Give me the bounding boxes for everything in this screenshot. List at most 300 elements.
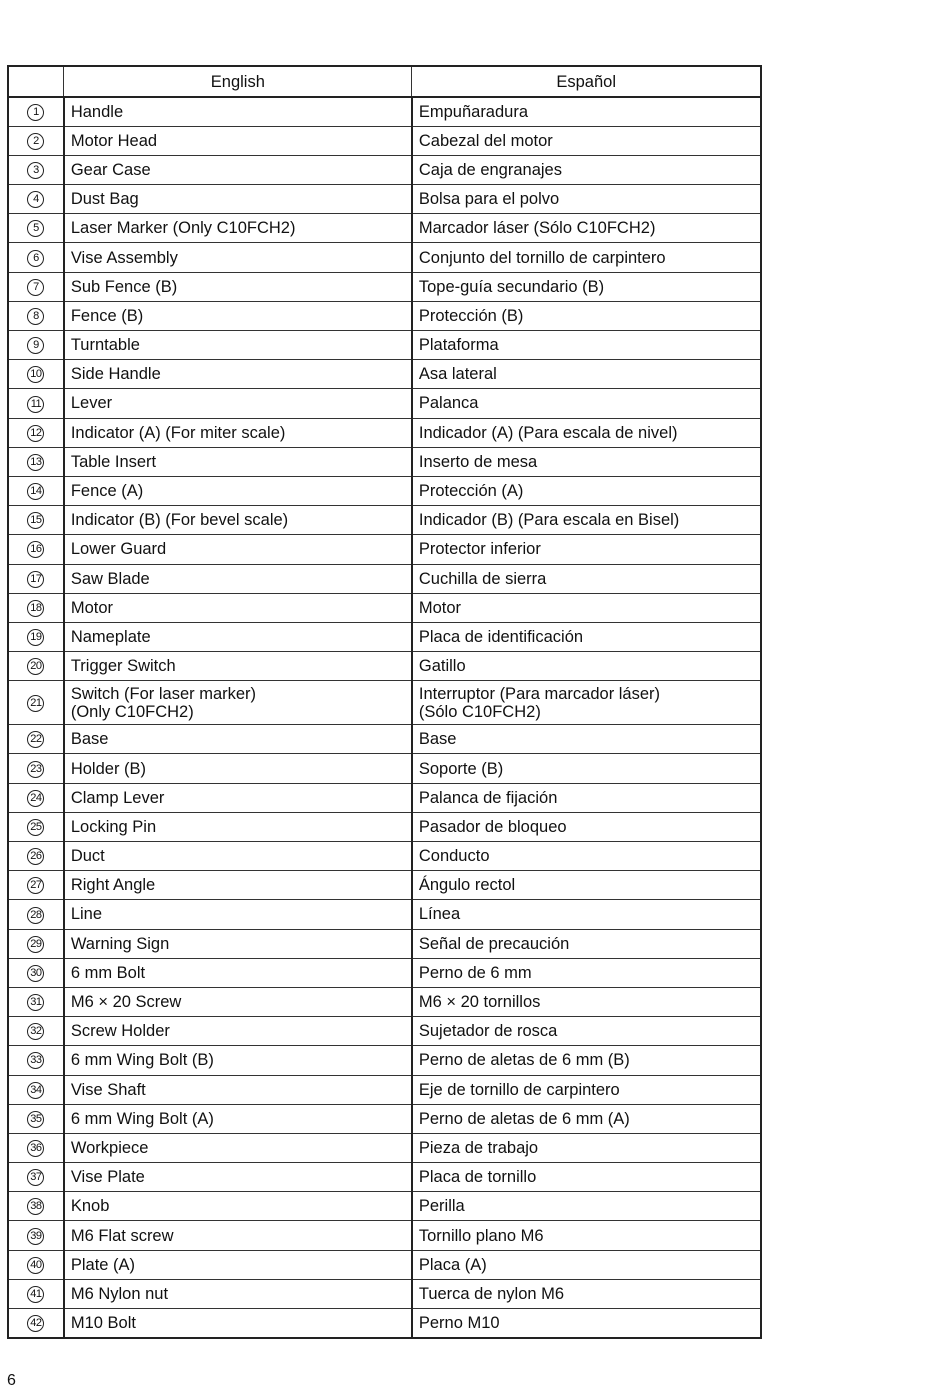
english-cell <box>64 506 412 535</box>
item-number-cell <box>8 476 64 505</box>
circled-number: 42 <box>27 1315 44 1332</box>
spanish-cell <box>412 958 761 987</box>
spanish-label: Sujetador de rosca <box>418 1022 558 1041</box>
table-row <box>8 842 761 871</box>
item-number-cell <box>8 958 64 987</box>
english-label: Indicator (B) (For bevel scale) <box>70 511 289 530</box>
table-row <box>8 272 761 301</box>
item-number-cell <box>8 681 64 725</box>
circled-number: 23 <box>27 761 44 778</box>
item-number-cell <box>8 1250 64 1279</box>
item-number-cell <box>8 535 64 564</box>
circled-number: 14 <box>27 483 44 500</box>
english-label: Vise Assembly <box>70 248 178 267</box>
english-cell <box>64 652 412 681</box>
spanish-cell <box>412 900 761 929</box>
spanish-cell <box>412 754 761 783</box>
item-number-cell <box>8 1221 64 1250</box>
table-row <box>8 593 761 622</box>
item-number-cell <box>8 1017 64 1046</box>
spanish-cell <box>412 126 761 155</box>
table-row <box>8 652 761 681</box>
spanish-label: Plataforma <box>418 336 499 355</box>
english-label: 6 mm Wing Bolt (A) <box>70 1109 214 1128</box>
english-label: Warning Sign <box>70 934 170 953</box>
english-label: Gear Case <box>70 160 151 179</box>
english-cell <box>64 1133 412 1162</box>
english-cell <box>64 783 412 812</box>
spanish-label: Motor <box>418 598 462 617</box>
english-label: Duct <box>70 847 105 866</box>
spanish-cell <box>412 97 761 126</box>
item-number-cell <box>8 447 64 476</box>
circled-number: 4 <box>27 191 44 208</box>
spanish-label: Perno de 6 mm <box>418 963 532 982</box>
spanish-label: Tornillo plano M6 <box>418 1226 544 1245</box>
item-number-cell <box>8 1279 64 1308</box>
spanish-label: Gatillo <box>418 657 466 676</box>
circled-number: 10 <box>27 366 44 383</box>
english-label: Screw Holder <box>70 1022 170 1041</box>
circled-number: 27 <box>27 877 44 894</box>
english-label: Nameplate <box>70 627 151 646</box>
english-label: 6 mm Bolt <box>70 963 146 982</box>
parts-table-body <box>8 97 761 1338</box>
circled-number: 34 <box>27 1082 44 1099</box>
item-number-cell <box>8 1309 64 1338</box>
english-label: Knob <box>70 1197 110 1216</box>
table-row <box>8 301 761 330</box>
english-label: Locking Pin <box>70 817 157 836</box>
spanish-cell <box>412 1221 761 1250</box>
parts-table <box>7 65 762 1339</box>
item-number-cell <box>8 360 64 389</box>
spanish-label: Bolsa para el polvo <box>418 190 560 209</box>
spanish-cell <box>412 929 761 958</box>
item-number-cell <box>8 622 64 651</box>
circled-number: 20 <box>27 658 44 675</box>
spanish-label: Conjunto del tornillo de carpintero <box>418 248 666 267</box>
spanish-cell <box>412 1046 761 1075</box>
table-row <box>8 1075 761 1104</box>
spanish-cell <box>412 593 761 622</box>
item-number-cell <box>8 1046 64 1075</box>
table-row <box>8 360 761 389</box>
table-row <box>8 754 761 783</box>
spanish-label: Empuñaradura <box>418 102 529 121</box>
english-cell <box>64 126 412 155</box>
table-row <box>8 1017 761 1046</box>
item-number-cell <box>8 871 64 900</box>
spanish-label: Placa (A) <box>418 1255 487 1274</box>
english-cell <box>64 725 412 754</box>
item-number-cell <box>8 301 64 330</box>
spanish-label: Indicador (B) (Para escala en Bisel) <box>418 511 680 530</box>
english-label: Trigger Switch <box>70 657 176 676</box>
spanish-cell <box>412 1279 761 1308</box>
circled-number: 12 <box>27 425 44 442</box>
english-label: Fence (A) <box>70 482 144 501</box>
english-label: Base <box>70 730 109 749</box>
spanish-label: M6 × 20 tornillos <box>418 993 541 1012</box>
circled-number: 6 <box>27 250 44 267</box>
circled-number: 22 <box>27 731 44 748</box>
english-cell <box>64 1046 412 1075</box>
spanish-label: Perilla <box>418 1197 465 1216</box>
table-row <box>8 1046 761 1075</box>
spanish-label-line2: (Sólo C10FCH2) <box>418 702 541 721</box>
spanish-cell <box>412 987 761 1016</box>
english-cell <box>64 987 412 1016</box>
spanish-cell <box>412 564 761 593</box>
spanish-label: Protector inferior <box>418 540 541 559</box>
spanish-label: Palanca <box>418 394 479 413</box>
table-row <box>8 1163 761 1192</box>
table-row <box>8 126 761 155</box>
spanish-cell <box>412 272 761 301</box>
english-cell <box>64 1017 412 1046</box>
circled-number: 15 <box>27 512 44 529</box>
spanish-cell <box>412 301 761 330</box>
item-number-cell <box>8 243 64 272</box>
table-row <box>8 214 761 243</box>
table-row <box>8 506 761 535</box>
item-number-cell <box>8 214 64 243</box>
english-cell <box>64 214 412 243</box>
item-number-cell <box>8 812 64 841</box>
spanish-label: Placa de tornillo <box>418 1168 537 1187</box>
table-row <box>8 1192 761 1221</box>
circled-number: 11 <box>27 396 44 413</box>
spanish-label: Eje de tornillo de carpintero <box>418 1080 620 1099</box>
item-number-cell <box>8 1133 64 1162</box>
table-row <box>8 447 761 476</box>
circled-number: 16 <box>27 541 44 558</box>
spanish-cell <box>412 243 761 272</box>
circled-number: 30 <box>27 965 44 982</box>
english-label: Laser Marker (Only C10FCH2) <box>70 219 296 238</box>
english-label: Indicator (A) (For miter scale) <box>70 423 286 442</box>
spanish-label: Protección (A) <box>418 482 524 501</box>
english-label: M6 × 20 Screw <box>70 993 182 1012</box>
table-row <box>8 958 761 987</box>
english-label: Motor <box>70 598 114 617</box>
spanish-cell <box>412 1075 761 1104</box>
english-cell <box>64 1309 412 1338</box>
spanish-cell <box>412 622 761 651</box>
english-label: Saw Blade <box>70 569 150 588</box>
spanish-cell <box>412 1163 761 1192</box>
spanish-label: Protección (B) <box>418 306 524 325</box>
table-row <box>8 871 761 900</box>
english-label: Turntable <box>70 336 140 355</box>
english-cell <box>64 389 412 418</box>
english-label: M10 Bolt <box>70 1313 136 1332</box>
circled-number: 13 <box>27 454 44 471</box>
circled-number: 31 <box>27 994 44 1011</box>
circled-number: 1 <box>27 104 44 121</box>
table-row <box>8 389 761 418</box>
spanish-label: Interruptor (Para marcador láser) <box>418 684 661 703</box>
spanish-label: Placa de identificación <box>418 627 584 646</box>
item-number-cell <box>8 1163 64 1192</box>
spanish-label: Perno M10 <box>418 1313 500 1332</box>
table-row <box>8 564 761 593</box>
header-number <box>8 66 64 97</box>
spanish-cell <box>412 185 761 214</box>
table-row <box>8 331 761 360</box>
english-cell <box>64 1104 412 1133</box>
circled-number: 29 <box>27 936 44 953</box>
circled-number: 19 <box>27 629 44 646</box>
table-row <box>8 812 761 841</box>
spanish-label: Perno de aletas de 6 mm (A) <box>418 1109 630 1128</box>
english-label: Sub Fence (B) <box>70 277 178 296</box>
english-label: M6 Flat screw <box>70 1226 174 1245</box>
spanish-cell <box>412 214 761 243</box>
english-cell <box>64 564 412 593</box>
english-label: Clamp Lever <box>70 788 165 807</box>
english-label: Vise Shaft <box>70 1080 146 1099</box>
item-number-cell <box>8 900 64 929</box>
item-number-cell <box>8 1075 64 1104</box>
english-label: Side Handle <box>70 365 161 384</box>
table-row <box>8 185 761 214</box>
english-label: Switch (For laser marker) <box>70 684 257 703</box>
table-row <box>8 1221 761 1250</box>
english-label: Right Angle <box>70 876 156 895</box>
spanish-label: Inserto de mesa <box>418 452 538 471</box>
english-cell <box>64 842 412 871</box>
circled-number: 33 <box>27 1052 44 1069</box>
spanish-label: Caja de engranajes <box>418 160 562 179</box>
spanish-cell <box>412 871 761 900</box>
table-row <box>8 681 761 725</box>
spanish-label: Tope-guía secundario (B) <box>418 277 605 296</box>
spanish-cell <box>412 1192 761 1221</box>
table-row <box>8 725 761 754</box>
header-english: English <box>64 66 412 97</box>
english-cell <box>64 622 412 651</box>
circled-number: 21 <box>27 695 44 712</box>
english-cell <box>64 185 412 214</box>
english-label: Workpiece <box>70 1138 149 1157</box>
table-row <box>8 97 761 126</box>
spanish-cell <box>412 812 761 841</box>
item-number-cell <box>8 593 64 622</box>
spanish-label: Cuchilla de sierra <box>418 569 547 588</box>
circled-number: 2 <box>27 133 44 150</box>
spanish-label: Tuerca de nylon M6 <box>418 1284 565 1303</box>
spanish-label: Señal de precaución <box>418 934 570 953</box>
spanish-cell <box>412 447 761 476</box>
item-number-cell <box>8 754 64 783</box>
circled-number: 5 <box>27 220 44 237</box>
english-label: Fence (B) <box>70 306 144 325</box>
spanish-cell <box>412 155 761 184</box>
english-cell <box>64 900 412 929</box>
spanish-label: Palanca de fijación <box>418 788 558 807</box>
english-label: Handle <box>70 102 124 121</box>
spanish-cell <box>412 476 761 505</box>
spanish-label: Asa lateral <box>418 365 497 384</box>
table-row <box>8 783 761 812</box>
circled-number: 41 <box>27 1286 44 1303</box>
spanish-label: Línea <box>418 905 461 924</box>
circled-number: 32 <box>27 1023 44 1040</box>
header-row <box>8 66 761 97</box>
item-number-cell <box>8 652 64 681</box>
circled-number: 37 <box>27 1169 44 1186</box>
table-row <box>8 987 761 1016</box>
english-cell <box>64 1250 412 1279</box>
english-label: Lever <box>70 394 113 413</box>
circled-number: 38 <box>27 1198 44 1215</box>
spanish-cell <box>412 1017 761 1046</box>
table-row <box>8 1279 761 1308</box>
english-label: Line <box>70 905 103 924</box>
table-row <box>8 1133 761 1162</box>
spanish-label: Soporte (B) <box>418 759 504 778</box>
english-cell <box>64 155 412 184</box>
item-number-cell <box>8 564 64 593</box>
item-number-cell <box>8 725 64 754</box>
spanish-label: Cabezal del motor <box>418 131 553 150</box>
english-cell <box>64 812 412 841</box>
spanish-cell <box>412 783 761 812</box>
table-row <box>8 1104 761 1133</box>
english-cell <box>64 958 412 987</box>
english-cell <box>64 754 412 783</box>
spanish-cell <box>412 1250 761 1279</box>
table-row <box>8 622 761 651</box>
item-number-cell <box>8 155 64 184</box>
english-cell <box>64 681 412 725</box>
item-number-cell <box>8 389 64 418</box>
english-cell <box>64 331 412 360</box>
english-cell <box>64 243 412 272</box>
table-row <box>8 243 761 272</box>
english-label: Dust Bag <box>70 190 139 209</box>
circled-number: 8 <box>27 308 44 325</box>
spanish-cell <box>412 389 761 418</box>
table-row <box>8 1250 761 1279</box>
circled-number: 24 <box>27 790 44 807</box>
header-espanol: Español <box>412 66 761 97</box>
english-cell <box>64 476 412 505</box>
spanish-cell <box>412 506 761 535</box>
item-number-cell <box>8 272 64 301</box>
english-label-line2: (Only C10FCH2) <box>70 702 194 721</box>
english-cell <box>64 1279 412 1308</box>
english-cell <box>64 1075 412 1104</box>
table-row <box>8 900 761 929</box>
english-cell <box>64 929 412 958</box>
spanish-cell <box>412 360 761 389</box>
circled-number: 35 <box>27 1111 44 1128</box>
english-cell <box>64 418 412 447</box>
spanish-label: Pasador de bloqueo <box>418 817 567 836</box>
spanish-cell <box>412 725 761 754</box>
english-label: Vise Plate <box>70 1168 145 1187</box>
page-number: 6 <box>7 1372 16 1389</box>
english-cell <box>64 871 412 900</box>
english-cell <box>64 97 412 126</box>
english-label: Motor Head <box>70 131 158 150</box>
table-row <box>8 418 761 447</box>
spanish-cell <box>412 842 761 871</box>
circled-number: 36 <box>27 1140 44 1157</box>
item-number-cell <box>8 97 64 126</box>
english-cell <box>64 535 412 564</box>
spanish-cell <box>412 1133 761 1162</box>
english-cell <box>64 1192 412 1221</box>
table-row <box>8 476 761 505</box>
spanish-label: Indicador (A) (Para escala de nivel) <box>418 423 678 442</box>
circled-number: 39 <box>27 1228 44 1245</box>
circled-number: 18 <box>27 600 44 617</box>
english-cell <box>64 1221 412 1250</box>
spanish-label: Ángulo rectol <box>418 876 516 895</box>
item-number-cell <box>8 1192 64 1221</box>
item-number-cell <box>8 331 64 360</box>
table-row <box>8 535 761 564</box>
item-number-cell <box>8 185 64 214</box>
circled-number: 25 <box>27 819 44 836</box>
item-number-cell <box>8 126 64 155</box>
english-cell <box>64 593 412 622</box>
english-label: Holder (B) <box>70 759 147 778</box>
item-number-cell <box>8 842 64 871</box>
table-row <box>8 1309 761 1338</box>
item-number-cell <box>8 1104 64 1133</box>
spanish-cell <box>412 681 761 725</box>
circled-number: 7 <box>27 279 44 296</box>
spanish-cell <box>412 1104 761 1133</box>
spanish-label: Base <box>418 730 457 749</box>
spanish-cell <box>412 331 761 360</box>
circled-number: 26 <box>27 848 44 865</box>
english-label: Lower Guard <box>70 540 167 559</box>
circled-number: 40 <box>27 1257 44 1274</box>
circled-number: 9 <box>27 337 44 354</box>
item-number-cell <box>8 929 64 958</box>
english-label: 6 mm Wing Bolt (B) <box>70 1051 214 1070</box>
spanish-cell <box>412 652 761 681</box>
english-cell <box>64 447 412 476</box>
spanish-label: Pieza de trabajo <box>418 1138 539 1157</box>
spanish-label: Marcador láser (Sólo C10FCH2) <box>418 219 656 238</box>
spanish-cell <box>412 418 761 447</box>
spanish-cell <box>412 1309 761 1338</box>
table-row <box>8 929 761 958</box>
circled-number: 17 <box>27 571 44 588</box>
english-cell <box>64 360 412 389</box>
item-number-cell <box>8 783 64 812</box>
spanish-cell <box>412 535 761 564</box>
english-label: Plate (A) <box>70 1255 136 1274</box>
english-label: M6 Nylon nut <box>70 1284 169 1303</box>
english-cell <box>64 301 412 330</box>
circled-number: 28 <box>27 907 44 924</box>
item-number-cell <box>8 506 64 535</box>
english-label: Table Insert <box>70 452 157 471</box>
item-number-cell <box>8 987 64 1016</box>
circled-number: 3 <box>27 162 44 179</box>
item-number-cell <box>8 418 64 447</box>
table-row <box>8 155 761 184</box>
english-cell <box>64 272 412 301</box>
